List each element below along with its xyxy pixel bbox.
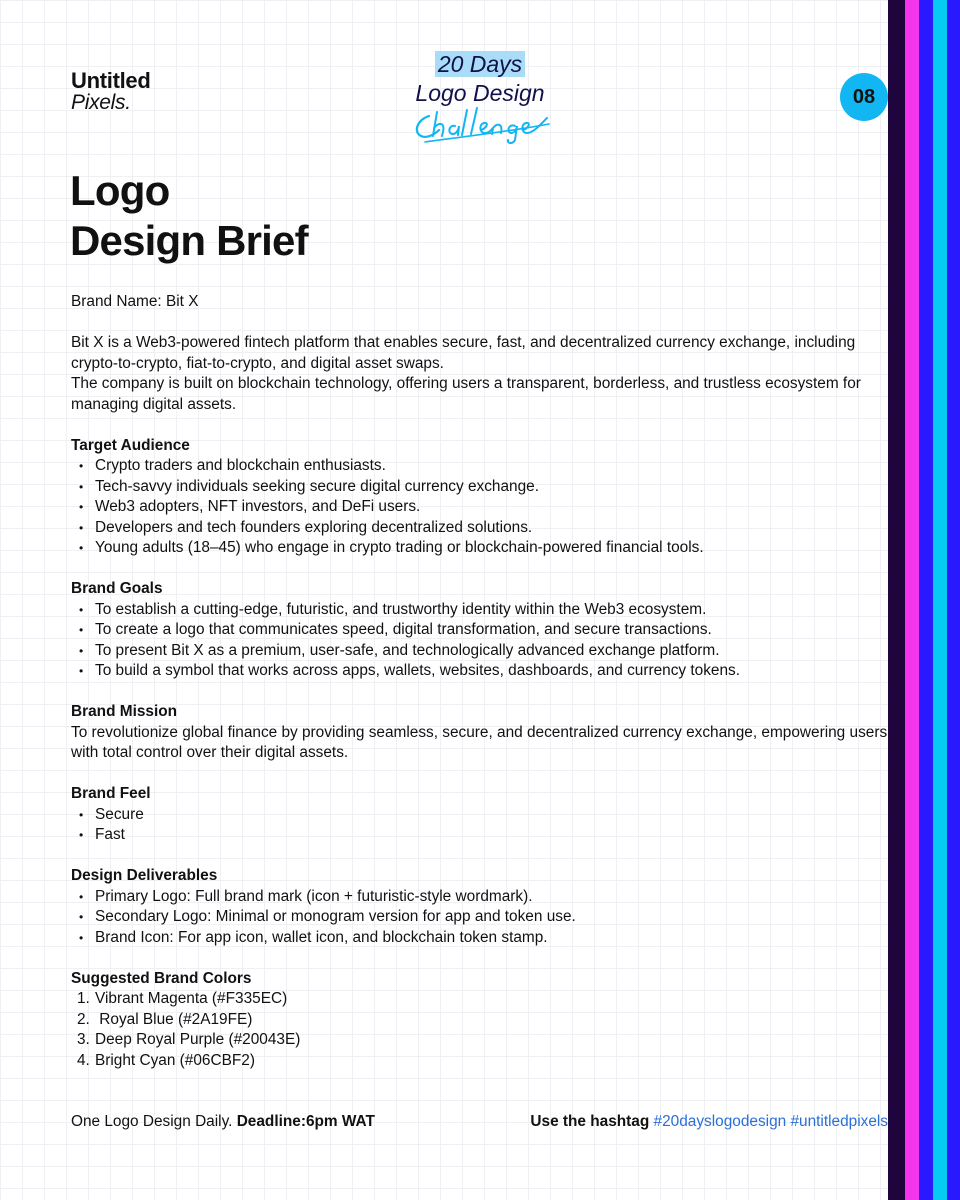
brand-goals-heading: Brand Goals: [71, 580, 163, 597]
list-item: • Brand Icon: For app icon, wallet icon, and blockchain token stamp.: [71, 928, 901, 949]
challenge-script-logo: [407, 102, 557, 146]
intro-paragraph-2: The company is built on blockchain technology, offering users a transparent, borderless, and trustless ecosystem for managing digital assets.: [71, 375, 861, 413]
day-badge: 08: [840, 73, 888, 121]
brief-content: [71, 292, 901, 1071]
target-audience-list: [71, 456, 901, 559]
page-title: [70, 166, 308, 266]
footer-left: [71, 1113, 375, 1131]
list-item: • To establish a cutting-edge, futuristic, and trustworthy identity within the Web3 ecosystem.: [71, 600, 901, 621]
challenge-line-1: 20 Days: [395, 50, 565, 79]
untitled-pixels-logo: [71, 70, 150, 113]
list-item: 2. Royal Blue (#2A19FE): [77, 1010, 253, 1028]
title-line-1: Logo: [70, 167, 170, 214]
stripe-cyan: [933, 0, 947, 1200]
list-item: • Crypto traders and blockchain enthusiasts.: [71, 456, 901, 477]
brand-mission-text: To revolutionize global finance by providing seamless, secure, and decentralized currency exchange, empowering users with total control over their digital assets.: [71, 723, 888, 761]
logo-line-1: Untitled: [71, 68, 151, 93]
challenge-title: [395, 50, 565, 108]
list-item: • To present Bit X as a premium, user-safe, and technologically advanced exchange platform.: [71, 641, 901, 662]
brand-colors-heading: Suggested Brand Colors: [71, 969, 252, 987]
stripe-magenta: [905, 0, 919, 1200]
brand-mission-heading: Brand Mission: [71, 703, 178, 720]
logo-pixels-text: Pixels: [71, 91, 126, 114]
intro-paragraph-1: Bit X is a Web3-powered fintech platform that enables secure, fast, and decentralized currency exchange, including crypto-to-crypto, fiat-to-crypto, and digital asset swaps.: [71, 334, 856, 372]
footer-daily-text: One Logo Design Daily.: [71, 1113, 237, 1130]
list-item: • Web3 adopters, NFT investors, and DeFi users.: [71, 497, 901, 518]
list-item: • To build a symbol that works across apps, wallets, websites, dashboards, and currency tokens.: [71, 661, 901, 682]
brand-feel-list: [71, 805, 901, 846]
list-item: • Fast: [71, 825, 901, 846]
logo-line-2: [71, 92, 150, 113]
footer-hashtag-label: Use the hashtag: [530, 1113, 654, 1130]
footer-deadline: Deadline:6pm WAT: [236, 1113, 375, 1130]
challenge-line-2: Logo Design: [415, 80, 545, 106]
brand-feel-heading: Brand Feel: [71, 785, 151, 802]
list-item: • Tech-savvy individuals seeking secure digital currency exchange.: [71, 477, 901, 498]
footer-hashtags: #20dayslogodesign #untitledpixels: [653, 1113, 888, 1130]
logo-dot: .: [125, 91, 131, 114]
design-deliverables-heading: Design Deliverables: [71, 867, 218, 884]
list-item: • Developers and tech founders exploring decentralized solutions.: [71, 518, 901, 539]
brand-colors-list: [71, 989, 901, 1071]
stripe-royal-blue-2: [947, 0, 960, 1200]
footer-right: [530, 1113, 888, 1131]
title-line-2: Design Brief: [70, 217, 308, 264]
list-item: • Secure: [71, 805, 901, 826]
list-item: 3. Deep Royal Purple (#20043E): [77, 1031, 301, 1048]
brand-goals-list: [71, 600, 901, 682]
list-item: • Primary Logo: Full brand mark (icon + futuristic-style wordmark).: [71, 887, 901, 908]
stripe-royal-blue: [919, 0, 933, 1200]
design-deliverables-list: [71, 887, 901, 949]
target-audience-heading: Target Audience: [71, 436, 190, 454]
list-item: 4. Bright Cyan (#06CBF2): [77, 1051, 255, 1069]
list-item: • Secondary Logo: Minimal or monogram version for app and token use.: [71, 907, 901, 928]
list-item: 1. Vibrant Magenta (#F335EC): [77, 990, 288, 1007]
list-item: • Young adults (18–45) who engage in crypto trading or blockchain-powered financial tools.: [71, 538, 901, 559]
brand-name: Brand Name: Bit X: [71, 293, 199, 310]
list-item: • To create a logo that communicates speed, digital transformation, and secure transactions.: [71, 620, 901, 641]
